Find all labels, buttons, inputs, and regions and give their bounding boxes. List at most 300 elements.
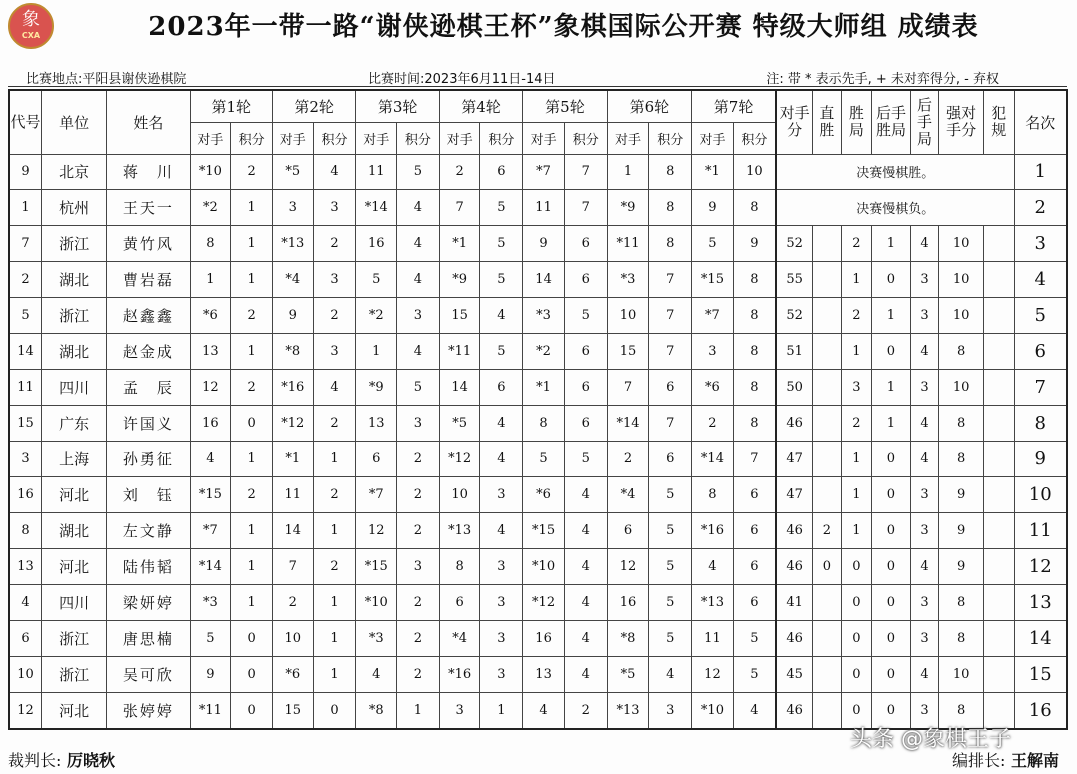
fouls-count <box>983 513 1014 549</box>
round-5-opponent: 14 <box>523 262 565 298</box>
table-row <box>9 405 1067 441</box>
subheader-opp-round-7: 对手 <box>692 122 734 154</box>
round-4-opponent: *11 <box>439 333 480 369</box>
opponent-score: 47 <box>776 477 813 513</box>
black-wins-count: 0 <box>872 477 911 513</box>
round-2-opponent: 10 <box>272 620 313 656</box>
round-1-opponent: 5 <box>190 620 231 656</box>
player-unit: 湖北 <box>42 333 107 369</box>
round-2-opponent: *13 <box>272 226 313 262</box>
round-6-opponent: *3 <box>607 262 649 298</box>
round-2-opponent: 11 <box>272 477 313 513</box>
round-2-opponent: *6 <box>272 656 313 692</box>
opponent-score: 46 <box>776 549 813 585</box>
round-4-opponent: *4 <box>439 620 480 656</box>
round-6-points: 5 <box>649 585 692 621</box>
round-1-points: 1 <box>231 333 273 369</box>
round-7-points: 9 <box>733 226 776 262</box>
subheader-opp-round-3: 对手 <box>356 122 397 154</box>
round-3-points: 2 <box>397 620 440 656</box>
direct-wins <box>813 585 841 621</box>
round-4-points: 4 <box>480 298 523 334</box>
round-4-opponent: *12 <box>439 441 480 477</box>
round-1-opponent: 8 <box>190 226 231 262</box>
round-7-opponent: *16 <box>692 513 734 549</box>
opponent-score: 55 <box>776 262 813 298</box>
black-wins-count: 1 <box>872 405 911 441</box>
round-4-opponent: 10 <box>439 477 480 513</box>
round-1-points: 1 <box>231 262 273 298</box>
round-3-points: 4 <box>397 333 440 369</box>
final-playoff-note: 决赛慢棋胜。 <box>776 154 1014 190</box>
black-games-count: 3 <box>910 477 938 513</box>
round-6-opponent: *14 <box>607 405 649 441</box>
round-5-points: 2 <box>564 692 607 729</box>
round-3-opponent: 5 <box>356 262 397 298</box>
direct-wins <box>813 477 841 513</box>
black-games-count: 3 <box>910 369 938 405</box>
player-unit: 河北 <box>42 692 107 729</box>
chief-compiler-label: 编排长: <box>952 751 1006 770</box>
black-games-count: 3 <box>910 585 938 621</box>
round-4-points: 3 <box>480 549 523 585</box>
table-row <box>9 226 1067 262</box>
round-7-points: 6 <box>733 513 776 549</box>
black-wins-count: 1 <box>872 298 911 334</box>
header-opp-pts: 对手分 <box>776 90 813 154</box>
round-5-points: 6 <box>564 369 607 405</box>
round-1-opponent: *11 <box>190 692 231 729</box>
round-3-opponent: *14 <box>356 190 397 226</box>
round-7-opponent: 11 <box>692 620 734 656</box>
direct-wins <box>813 620 841 656</box>
strong-opponent-score: 8 <box>939 333 984 369</box>
round-4-opponent: *9 <box>439 262 480 298</box>
fouls-count <box>983 369 1014 405</box>
round-4-points: 5 <box>480 190 523 226</box>
round-2-opponent: 7 <box>272 549 313 585</box>
round-3-opponent: *15 <box>356 549 397 585</box>
player-unit: 广东 <box>42 405 107 441</box>
final-playoff-note: 决赛慢棋负。 <box>776 190 1014 226</box>
player-unit: 杭州 <box>42 190 107 226</box>
round-4-points: 3 <box>480 656 523 692</box>
table-row <box>9 477 1067 513</box>
round-3-points: 3 <box>397 549 440 585</box>
round-2-points: 4 <box>313 369 356 405</box>
wins-count: 1 <box>841 477 872 513</box>
chief-referee-name: 厉晓秋 <box>66 751 115 770</box>
wins-count: 1 <box>841 333 872 369</box>
player-code: 9 <box>9 154 42 190</box>
strong-opponent-score: 9 <box>939 513 984 549</box>
player-name: 张婷婷 <box>107 692 190 729</box>
round-5-points: 4 <box>564 656 607 692</box>
round-5-opponent: *12 <box>523 585 565 621</box>
player-code: 12 <box>9 692 42 729</box>
player-unit: 浙江 <box>42 656 107 692</box>
player-code: 5 <box>9 298 42 334</box>
round-2-opponent: 15 <box>272 692 313 729</box>
round-7-points: 7 <box>733 441 776 477</box>
wins-count: 0 <box>841 692 872 729</box>
round-1-points: 0 <box>231 656 273 692</box>
round-6-points: 5 <box>649 477 692 513</box>
strong-opponent-score: 10 <box>939 298 984 334</box>
watermark-text: 头条 @象棋王子 <box>850 727 1011 752</box>
header-round-1: 第1轮 <box>190 90 272 122</box>
wins-count: 3 <box>841 369 872 405</box>
round-5-points: 4 <box>564 513 607 549</box>
black-games-count: 4 <box>910 441 938 477</box>
round-3-opponent: 4 <box>356 656 397 692</box>
round-3-opponent: 1 <box>356 333 397 369</box>
strong-opponent-score: 8 <box>939 692 984 729</box>
round-3-opponent: 13 <box>356 405 397 441</box>
round-1-opponent: 12 <box>190 369 231 405</box>
black-wins-count: 1 <box>872 369 911 405</box>
chief-compiler-name: 王解南 <box>1010 751 1059 770</box>
round-1-opponent: 1 <box>190 262 231 298</box>
table-row <box>9 620 1067 656</box>
round-1-opponent: 4 <box>190 441 231 477</box>
round-6-opponent: 7 <box>607 369 649 405</box>
black-wins-count: 0 <box>872 692 911 729</box>
round-7-opponent: *13 <box>692 585 734 621</box>
final-rank: 16 <box>1014 692 1067 729</box>
player-name: 黄竹风 <box>107 226 190 262</box>
round-6-opponent: *9 <box>607 190 649 226</box>
round-6-opponent: *8 <box>607 620 649 656</box>
round-1-opponent: 16 <box>190 405 231 441</box>
round-6-opponent: 2 <box>607 441 649 477</box>
player-code: 2 <box>9 262 42 298</box>
opponent-score: 47 <box>776 441 813 477</box>
round-4-points: 3 <box>480 585 523 621</box>
player-code: 15 <box>9 405 42 441</box>
fouls-count <box>983 477 1014 513</box>
player-name: 孟 辰 <box>107 369 190 405</box>
wins-count: 0 <box>841 620 872 656</box>
round-2-points: 2 <box>313 477 356 513</box>
round-5-opponent: *6 <box>523 477 565 513</box>
final-rank: 1 <box>1014 154 1067 190</box>
player-unit: 四川 <box>42 369 107 405</box>
page-title: 2023年一带一路“谢侠逊棋王杯”象棋国际公开赛 特级大师组 成绩表 <box>148 12 979 42</box>
round-6-opponent: 10 <box>607 298 649 334</box>
round-5-opponent: 11 <box>523 190 565 226</box>
round-1-points: 0 <box>231 692 273 729</box>
player-code: 8 <box>9 513 42 549</box>
round-3-points: 4 <box>397 190 440 226</box>
round-5-points: 4 <box>564 549 607 585</box>
round-4-opponent: 7 <box>439 190 480 226</box>
round-7-opponent: 4 <box>692 549 734 585</box>
round-2-opponent: *5 <box>272 154 313 190</box>
round-6-points: 7 <box>649 405 692 441</box>
round-5-opponent: 16 <box>523 620 565 656</box>
table-row <box>9 656 1067 692</box>
round-2-opponent: 2 <box>272 585 313 621</box>
round-6-opponent: 16 <box>607 585 649 621</box>
black-wins-count: 0 <box>872 262 911 298</box>
round-5-opponent: *3 <box>523 298 565 334</box>
round-6-opponent: 6 <box>607 513 649 549</box>
player-code: 14 <box>9 333 42 369</box>
round-7-opponent: *14 <box>692 441 734 477</box>
round-2-points: 2 <box>313 405 356 441</box>
player-name: 王天一 <box>107 190 190 226</box>
round-7-opponent: *15 <box>692 262 734 298</box>
opponent-score: 41 <box>776 585 813 621</box>
round-7-opponent: *7 <box>692 298 734 334</box>
header-round-2: 第2轮 <box>272 90 355 122</box>
player-name: 孙勇征 <box>107 441 190 477</box>
subheader-pts-round-7: 积分 <box>733 122 776 154</box>
round-2-points: 4 <box>313 154 356 190</box>
round-6-points: 5 <box>649 549 692 585</box>
player-unit: 湖北 <box>42 262 107 298</box>
round-4-opponent: *1 <box>439 226 480 262</box>
date-text: 比赛时间:2023年6月11日-14日 <box>368 72 556 87</box>
table-row <box>9 369 1067 405</box>
round-3-points: 2 <box>397 441 440 477</box>
header-code: 代号 <box>9 90 42 154</box>
final-rank: 4 <box>1014 262 1067 298</box>
round-4-opponent: *5 <box>439 405 480 441</box>
round-7-points: 8 <box>733 405 776 441</box>
player-code: 3 <box>9 441 42 477</box>
round-2-points: 1 <box>313 585 356 621</box>
round-2-opponent: 14 <box>272 513 313 549</box>
black-games-count: 4 <box>910 549 938 585</box>
round-7-opponent: 2 <box>692 405 734 441</box>
round-5-opponent: *1 <box>523 369 565 405</box>
round-2-points: 3 <box>313 262 356 298</box>
round-4-opponent: 6 <box>439 585 480 621</box>
table-row <box>9 298 1067 334</box>
round-5-points: 6 <box>564 262 607 298</box>
final-rank: 9 <box>1014 441 1067 477</box>
round-5-points: 4 <box>564 585 607 621</box>
round-4-points: 3 <box>480 477 523 513</box>
header-round-3: 第3轮 <box>356 90 439 122</box>
opponent-score: 46 <box>776 692 813 729</box>
player-code: 11 <box>9 369 42 405</box>
round-7-opponent: *10 <box>692 692 734 729</box>
round-3-points: 2 <box>397 585 440 621</box>
round-1-opponent: 9 <box>190 656 231 692</box>
round-2-opponent: 9 <box>272 298 313 334</box>
black-games-count: 4 <box>910 333 938 369</box>
round-6-opponent: 12 <box>607 549 649 585</box>
round-7-points: 5 <box>733 656 776 692</box>
player-unit: 北京 <box>42 154 107 190</box>
logo-abbr: CXA <box>21 31 41 40</box>
round-3-opponent: 16 <box>356 226 397 262</box>
wins-count: 1 <box>841 262 872 298</box>
direct-wins <box>813 333 841 369</box>
black-wins-count: 0 <box>872 585 911 621</box>
table-row <box>9 333 1067 369</box>
round-4-opponent: *16 <box>439 656 480 692</box>
strong-opponent-score: 9 <box>939 477 984 513</box>
round-7-points: 10 <box>733 154 776 190</box>
black-games-count: 3 <box>910 620 938 656</box>
legend-note: 注: 带 * 表示先手, + 未对弈得分, - 弃权 <box>766 72 999 87</box>
round-3-points: 2 <box>397 513 440 549</box>
final-rank: 13 <box>1014 585 1067 621</box>
strong-opponent-score: 9 <box>939 549 984 585</box>
round-6-points: 7 <box>649 333 692 369</box>
round-6-opponent: *4 <box>607 477 649 513</box>
round-5-points: 4 <box>564 620 607 656</box>
round-3-points: 2 <box>397 656 440 692</box>
subheader-opp-round-1: 对手 <box>190 122 231 154</box>
table-row <box>9 154 1067 190</box>
round-1-opponent: *14 <box>190 549 231 585</box>
wins-count: 2 <box>841 226 872 262</box>
round-3-points: 5 <box>397 369 440 405</box>
subheader-pts-round-3: 积分 <box>397 122 440 154</box>
direct-wins <box>813 405 841 441</box>
player-name: 蒋 川 <box>107 154 190 190</box>
round-5-points: 5 <box>564 441 607 477</box>
round-6-points: 7 <box>649 262 692 298</box>
results-table <box>8 89 1068 730</box>
round-5-points: 6 <box>564 333 607 369</box>
direct-wins <box>813 692 841 729</box>
table-row <box>9 441 1067 477</box>
direct-wins <box>813 656 841 692</box>
round-6-opponent: *11 <box>607 226 649 262</box>
player-code: 1 <box>9 190 42 226</box>
final-rank: 7 <box>1014 369 1067 405</box>
wins-count: 1 <box>841 513 872 549</box>
round-2-opponent: 3 <box>272 190 313 226</box>
round-2-points: 2 <box>313 226 356 262</box>
player-unit: 四川 <box>42 585 107 621</box>
subheader-opp-round-5: 对手 <box>523 122 565 154</box>
round-7-opponent: 8 <box>692 477 734 513</box>
direct-wins <box>813 369 841 405</box>
player-unit: 浙江 <box>42 226 107 262</box>
venue-text: 比赛地点:平阳县谢侠逊棋院 <box>26 72 187 87</box>
round-1-points: 1 <box>231 226 273 262</box>
player-name: 唐思楠 <box>107 620 190 656</box>
opponent-score: 46 <box>776 620 813 656</box>
round-3-points: 4 <box>397 262 440 298</box>
direct-wins: 2 <box>813 513 841 549</box>
header-black-wins: 后手胜局 <box>872 90 911 154</box>
chief-referee-label: 裁判长: <box>8 751 62 770</box>
round-1-points: 2 <box>231 477 273 513</box>
round-6-points: 3 <box>649 692 692 729</box>
player-name: 曹岩磊 <box>107 262 190 298</box>
strong-opponent-score: 10 <box>939 262 984 298</box>
player-name: 左文静 <box>107 513 190 549</box>
round-1-points: 0 <box>231 620 273 656</box>
final-rank: 6 <box>1014 333 1067 369</box>
strong-opponent-score: 10 <box>939 369 984 405</box>
round-2-points: 1 <box>313 441 356 477</box>
round-6-opponent: *5 <box>607 656 649 692</box>
round-7-points: 8 <box>733 369 776 405</box>
round-6-opponent: *13 <box>607 692 649 729</box>
wins-count: 1 <box>841 441 872 477</box>
round-3-opponent: *7 <box>356 477 397 513</box>
round-6-points: 8 <box>649 226 692 262</box>
subheader-opp-round-2: 对手 <box>272 122 313 154</box>
round-3-opponent: 12 <box>356 513 397 549</box>
player-code: 7 <box>9 226 42 262</box>
round-2-points: 0 <box>313 692 356 729</box>
black-wins-count: 0 <box>872 513 911 549</box>
header-round-7: 第7轮 <box>692 90 776 122</box>
black-wins-count: 0 <box>872 333 911 369</box>
direct-wins: 0 <box>813 549 841 585</box>
round-7-points: 8 <box>733 190 776 226</box>
player-name: 刘 钰 <box>107 477 190 513</box>
round-1-points: 2 <box>231 298 273 334</box>
round-5-opponent: *2 <box>523 333 565 369</box>
black-wins-count: 1 <box>872 226 911 262</box>
fouls-count <box>983 441 1014 477</box>
round-1-points: 2 <box>231 154 273 190</box>
direct-wins <box>813 226 841 262</box>
round-4-points: 4 <box>480 441 523 477</box>
table-row <box>9 585 1067 621</box>
table-row <box>9 262 1067 298</box>
subheader-pts-round-2: 积分 <box>313 122 356 154</box>
final-rank: 14 <box>1014 620 1067 656</box>
round-3-opponent: *3 <box>356 620 397 656</box>
round-5-opponent: 13 <box>523 656 565 692</box>
round-4-opponent: 8 <box>439 549 480 585</box>
round-1-points: 1 <box>231 549 273 585</box>
subheader-opp-round-4: 对手 <box>439 122 480 154</box>
player-name: 吴可欣 <box>107 656 190 692</box>
round-6-opponent: 1 <box>607 154 649 190</box>
round-4-points: 4 <box>480 513 523 549</box>
round-2-points: 1 <box>313 656 356 692</box>
opponent-score: 46 <box>776 513 813 549</box>
round-7-opponent: *1 <box>692 154 734 190</box>
round-5-opponent: *15 <box>523 513 565 549</box>
black-wins-count: 0 <box>872 620 911 656</box>
round-2-opponent: *1 <box>272 441 313 477</box>
header-unit: 单位 <box>42 90 107 154</box>
player-name: 许国义 <box>107 405 190 441</box>
round-3-opponent: *9 <box>356 369 397 405</box>
round-5-points: 7 <box>564 154 607 190</box>
fouls-count <box>983 262 1014 298</box>
header-wins: 胜局 <box>841 90 872 154</box>
round-5-opponent: 5 <box>523 441 565 477</box>
round-6-points: 5 <box>649 620 692 656</box>
player-unit: 河北 <box>42 477 107 513</box>
round-3-opponent: *8 <box>356 692 397 729</box>
round-6-points: 8 <box>649 190 692 226</box>
fouls-count <box>983 226 1014 262</box>
player-unit: 河北 <box>42 549 107 585</box>
round-7-opponent: 12 <box>692 656 734 692</box>
strong-opponent-score: 8 <box>939 405 984 441</box>
round-1-points: 1 <box>231 190 273 226</box>
player-name: 陆伟韬 <box>107 549 190 585</box>
final-rank: 10 <box>1014 477 1067 513</box>
round-3-opponent: 11 <box>356 154 397 190</box>
